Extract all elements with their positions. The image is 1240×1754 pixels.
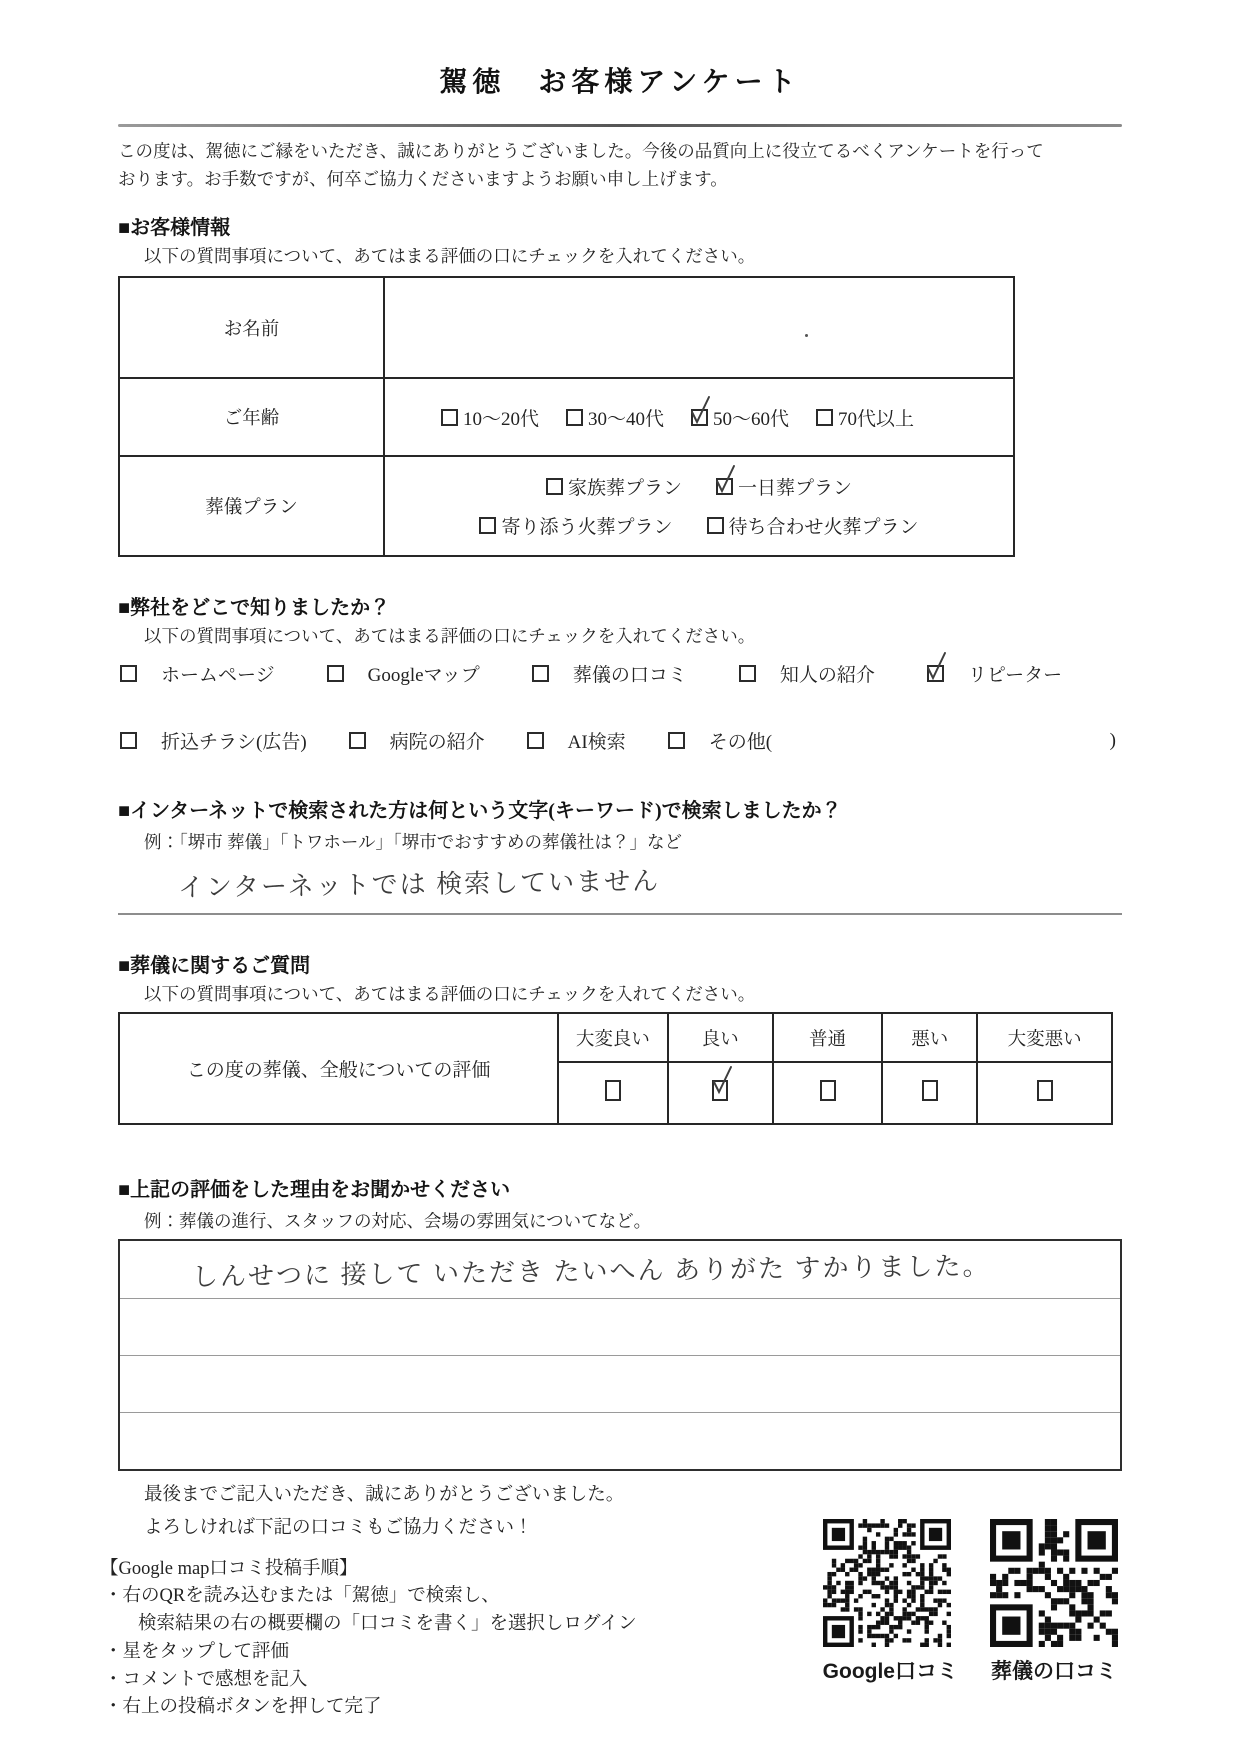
table-row-name xyxy=(119,277,1014,378)
checkbox xyxy=(566,409,583,426)
review-step-1b: 検索結果の右の概要欄の「口コミを書く」を選択しログイン xyxy=(138,1614,637,1635)
comment-line-4 xyxy=(120,1412,1120,1469)
rating-checkbox-very-bad xyxy=(977,1062,1112,1124)
comment-line-1 xyxy=(120,1241,1120,1298)
scan-artifact-dot xyxy=(805,334,808,337)
handwritten-reason-answer: しんせつに 接して いただき たいへん ありがた すかりました。 xyxy=(191,1251,991,1292)
checkbox-label: 50～60代 xyxy=(713,408,790,430)
checkbox-label: 一日葬プラン xyxy=(738,478,853,499)
funeral-review-qr-label: 葬儀の口コミ xyxy=(991,1660,1117,1683)
closing-line-1: 最後までご記入いただき、誠にありがとうございました。 xyxy=(144,1485,625,1505)
review-step-2: ・星をタップして評価 xyxy=(104,1641,290,1662)
checkbox xyxy=(739,665,756,682)
intro-paragraph xyxy=(118,137,1122,193)
checkbox-label: 30～40代 xyxy=(588,408,665,430)
age-option-70plus xyxy=(816,404,914,431)
age-row-label: ご年齢 xyxy=(119,378,384,456)
rating-checkbox-normal xyxy=(773,1062,883,1124)
rating-col-bad: 悪い xyxy=(882,1013,977,1062)
section-reason-heading: ■上記の評価をした理由をお聞かせください xyxy=(118,1179,511,1201)
checkbox-label: ホームページ xyxy=(161,665,275,686)
table-row-age xyxy=(119,378,1014,456)
google-review-qr-label: Google口コミ xyxy=(822,1660,958,1683)
source-option-flyer xyxy=(120,727,307,754)
section-customer-info-heading: ■お客様情報 xyxy=(118,217,231,239)
source-options-row-1 xyxy=(120,660,1122,687)
rating-checkbox-very-good xyxy=(558,1062,668,1124)
plan-option-family xyxy=(546,473,682,500)
intro-line-1: この度は、駕徳にご縁をいただき、誠にありがとうございました。今後の品質向上に役立てるべくアンケートを行って xyxy=(118,141,1044,161)
source-options-row-2 xyxy=(120,727,1122,754)
checkbox xyxy=(349,732,366,749)
source-instruction: 以下の質問事項について、あてはまる評価の口にチェックを入れてください。 xyxy=(144,626,756,646)
plan-option-one-day xyxy=(716,473,852,500)
keyword-answer-underline xyxy=(118,913,1122,915)
reason-comment-box xyxy=(118,1239,1122,1471)
source-option-google-map xyxy=(327,660,480,687)
rating-col-very-bad: 大変悪い xyxy=(977,1013,1112,1062)
keyword-example: 例：「堺市 葬儀」「トワホール」「堺市でおすすめの葬儀社は？」など xyxy=(144,832,682,852)
rating-col-good: 良い xyxy=(668,1013,773,1062)
checkbox-label: Googleマップ xyxy=(367,665,480,686)
checkbox xyxy=(668,732,685,749)
plan-row-options xyxy=(384,456,1014,556)
rating-question: この度の葬儀、全般についての評価 xyxy=(119,1013,558,1124)
checkbox xyxy=(532,665,549,682)
section-source-heading: ■弊社をどこで知りましたか？ xyxy=(118,597,391,619)
checkbox-label: 知人の紹介 xyxy=(779,665,875,686)
rating-col-very-good: 大変良い xyxy=(558,1013,668,1062)
plan-row-label: 葬儀プラン xyxy=(119,456,384,556)
name-row-value xyxy=(384,277,1014,378)
rating-checkbox-good xyxy=(668,1062,773,1124)
checkbox xyxy=(120,732,137,749)
age-option-10-20 xyxy=(441,404,539,431)
google-review-qr-figure xyxy=(823,1519,958,1685)
table-row-plan xyxy=(119,456,1014,556)
age-row-options xyxy=(384,378,1014,456)
rating-checkbox-bad xyxy=(882,1062,977,1124)
section-rating-heading: ■葬儀に関するご質問 xyxy=(118,955,311,977)
source-option-hospital xyxy=(349,727,485,754)
checkbox xyxy=(927,665,944,682)
checkbox xyxy=(716,478,733,495)
review-step-1: ・右のQRを読み込むまたは「駕徳」で検索し、 xyxy=(104,1586,500,1607)
page-title: 駕徳 お客様アンケート xyxy=(439,67,801,98)
checkbox xyxy=(707,517,724,534)
checkbox-label: 70代以上 xyxy=(838,408,915,430)
funeral-review-qr-figure xyxy=(990,1519,1118,1685)
checkbox xyxy=(479,517,496,534)
check-mark-icon xyxy=(923,650,950,683)
reason-example: 例：葬儀の進行、スタッフの対応、会場の雰囲気についてなど。 xyxy=(144,1211,652,1231)
source-option-ai-search xyxy=(527,727,626,754)
rating-col-normal: 普通 xyxy=(773,1013,883,1062)
comment-line-3 xyxy=(120,1355,1120,1412)
checkbox-label: 寄り添う火葬プラン xyxy=(501,517,673,538)
rating-table xyxy=(118,1012,1113,1125)
title-divider xyxy=(118,124,1122,127)
customer-info-instruction: 以下の質問事項について、あてはまる評価の口にチェックを入れてください。 xyxy=(144,246,756,266)
age-option-30-40 xyxy=(566,404,664,431)
checkbox-label: 病院の紹介 xyxy=(389,732,485,753)
qr-code-area xyxy=(823,1519,1118,1685)
other-close-paren: ) xyxy=(1109,729,1116,751)
check-mark-icon xyxy=(687,394,714,427)
checkbox-label: 家族葬プラン xyxy=(567,478,682,499)
check-mark-icon xyxy=(709,1064,736,1097)
checkbox-label: その他( xyxy=(708,732,773,753)
checkbox xyxy=(327,665,344,682)
checkbox-label: 待ち合わせ火葬プラン xyxy=(728,517,919,538)
checkbox xyxy=(120,665,137,682)
checkbox-label: 10～20代 xyxy=(463,408,540,430)
intro-line-2: おります。お手数ですが、何卒ご協力くださいますようお願い申し上げます。 xyxy=(118,169,728,189)
handwritten-keyword-answer: インターネットでは 検索していません xyxy=(177,866,661,903)
checkbox-label: 折込チラシ(広告) xyxy=(161,732,307,753)
review-step-3: ・コメントで感想を記入 xyxy=(104,1669,308,1690)
comment-line-2 xyxy=(120,1298,1120,1355)
checkbox-label: リピーター xyxy=(967,665,1063,686)
checkbox-label: AI検索 xyxy=(567,732,626,753)
source-option-referral xyxy=(739,660,875,687)
check-mark-icon xyxy=(712,463,739,496)
section-keyword-heading: ■インターネットで検索された方は何という文字(キーワード)で検索しましたか？ xyxy=(118,800,842,822)
checkbox xyxy=(816,409,833,426)
review-step-4: ・右上の投稿ボタンを押して完了 xyxy=(104,1697,382,1718)
google-review-qr-code xyxy=(823,1519,951,1647)
checkbox xyxy=(546,478,563,495)
closing-line-2: よろしければ下記の口コミもご協力ください！ xyxy=(144,1518,533,1539)
source-option-repeater xyxy=(927,660,1062,687)
source-option-homepage xyxy=(120,660,275,687)
keyword-answer-area xyxy=(178,864,1122,901)
plan-option-cremation-attend xyxy=(479,512,672,539)
bottom-area xyxy=(100,1479,1122,1722)
source-option-funeral-review xyxy=(532,660,687,687)
age-option-50-60 xyxy=(691,404,789,431)
checkbox xyxy=(527,732,544,749)
customer-info-table xyxy=(118,276,1015,557)
checkbox xyxy=(691,409,708,426)
rating-instruction: 以下の質問事項について、あてはまる評価の口にチェックを入れてください。 xyxy=(144,984,756,1004)
review-steps-heading: 【Google map口コミ投稿手順】 xyxy=(100,1558,358,1579)
checkbox xyxy=(441,409,458,426)
funeral-review-qr-code xyxy=(990,1519,1118,1647)
source-option-other xyxy=(668,727,772,754)
checkbox-label: 葬儀の口コミ xyxy=(572,665,687,686)
rating-header-row xyxy=(119,1013,1112,1062)
plan-option-cremation-meet xyxy=(707,512,919,539)
name-row-label: お名前 xyxy=(119,277,384,378)
